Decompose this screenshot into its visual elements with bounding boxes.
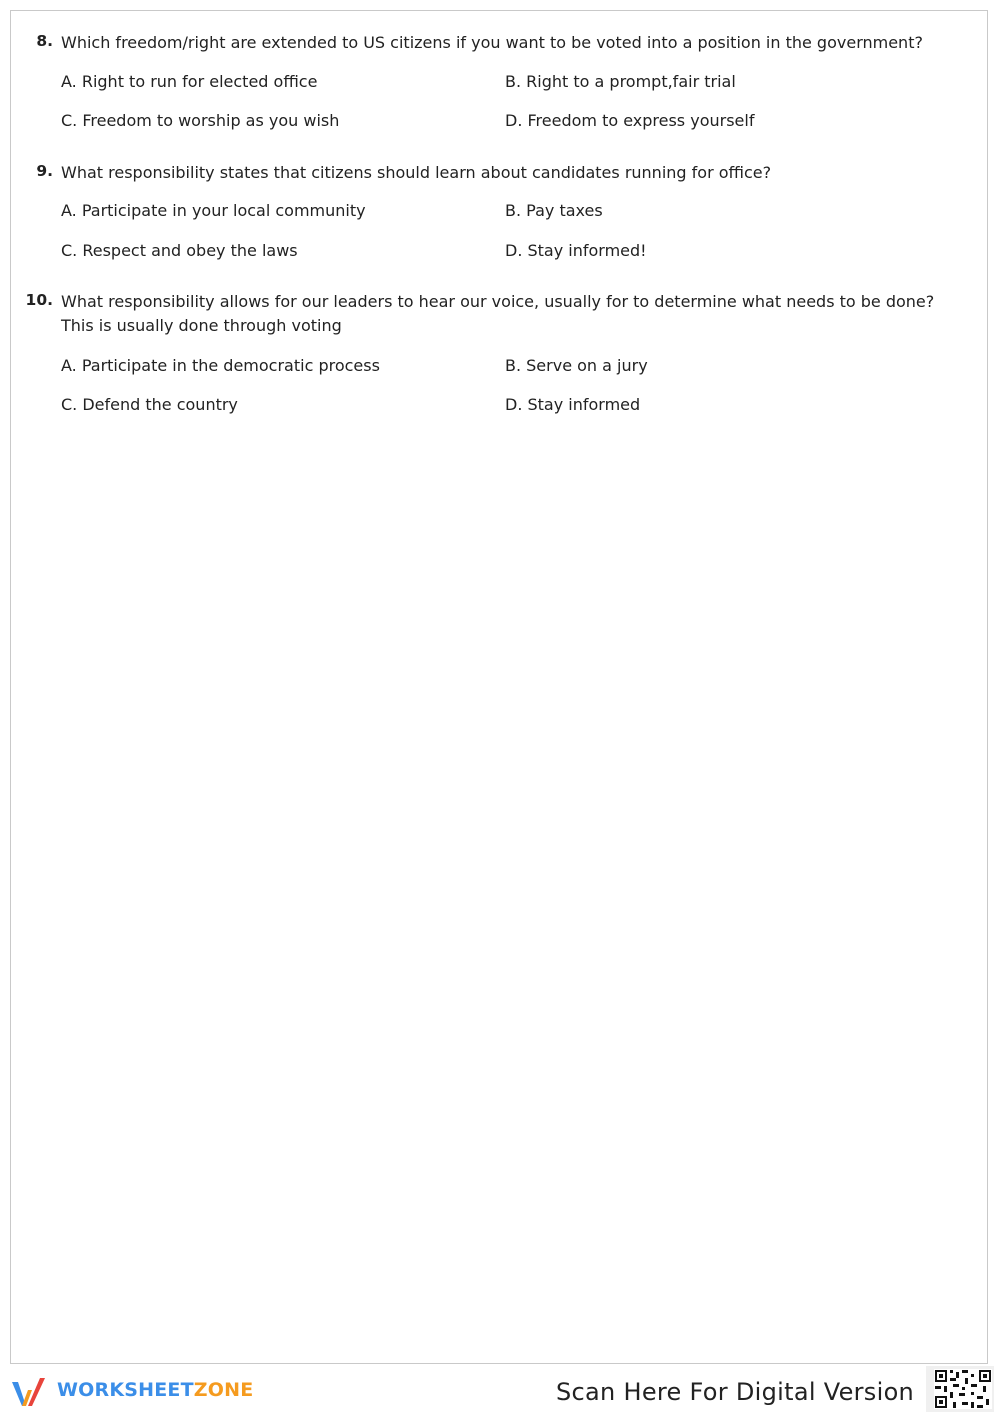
qr-code-graphic bbox=[926, 1366, 994, 1412]
option-a[interactable]: A. Participate in the democratic process bbox=[61, 356, 380, 375]
option-b[interactable]: B. Right to a prompt,fair trial bbox=[505, 72, 736, 91]
option-a[interactable]: A. Right to run for elected office bbox=[61, 72, 318, 91]
option-d[interactable]: D. Stay informed bbox=[505, 395, 641, 414]
option-a[interactable]: A. Participate in your local community bbox=[61, 201, 366, 220]
scan-caption: Scan Here For Digital Version bbox=[556, 1378, 915, 1406]
question-number: 8. bbox=[36, 32, 53, 50]
option-b[interactable]: B. Serve on a jury bbox=[505, 356, 648, 375]
brand-part-worksheet: WORKSHEET bbox=[57, 1379, 194, 1401]
page-footer bbox=[0, 1366, 1000, 1414]
option-b[interactable]: B. Pay taxes bbox=[505, 201, 603, 220]
option-d[interactable]: D. Stay informed! bbox=[505, 241, 647, 260]
brand-part-zone: ZONE bbox=[193, 1379, 254, 1401]
question-text: What responsibility allows for our leaders to hear our voice, usually for to determine what needs to be done? This is usually done through voting bbox=[61, 292, 935, 335]
option-d[interactable]: D. Freedom to express yourself bbox=[505, 111, 755, 130]
worksheet-page bbox=[10, 10, 988, 1364]
question-text: What responsibility states that citizens should learn about candidates running for office? bbox=[61, 163, 772, 182]
option-c[interactable]: C. Defend the country bbox=[61, 395, 238, 414]
question-number: 9. bbox=[36, 162, 53, 180]
option-c[interactable]: C. Freedom to worship as you wish bbox=[61, 111, 340, 130]
question-number: 10. bbox=[25, 291, 53, 309]
worksheet-zone-logo-icon bbox=[10, 1376, 50, 1410]
brand-name bbox=[57, 1379, 253, 1401]
qr-code-icon[interactable] bbox=[926, 1366, 994, 1412]
option-c[interactable]: C. Respect and obey the laws bbox=[61, 241, 298, 260]
question-text: Which freedom/right are extended to US citizens if you want to be voted into a position in the government? bbox=[61, 33, 923, 52]
